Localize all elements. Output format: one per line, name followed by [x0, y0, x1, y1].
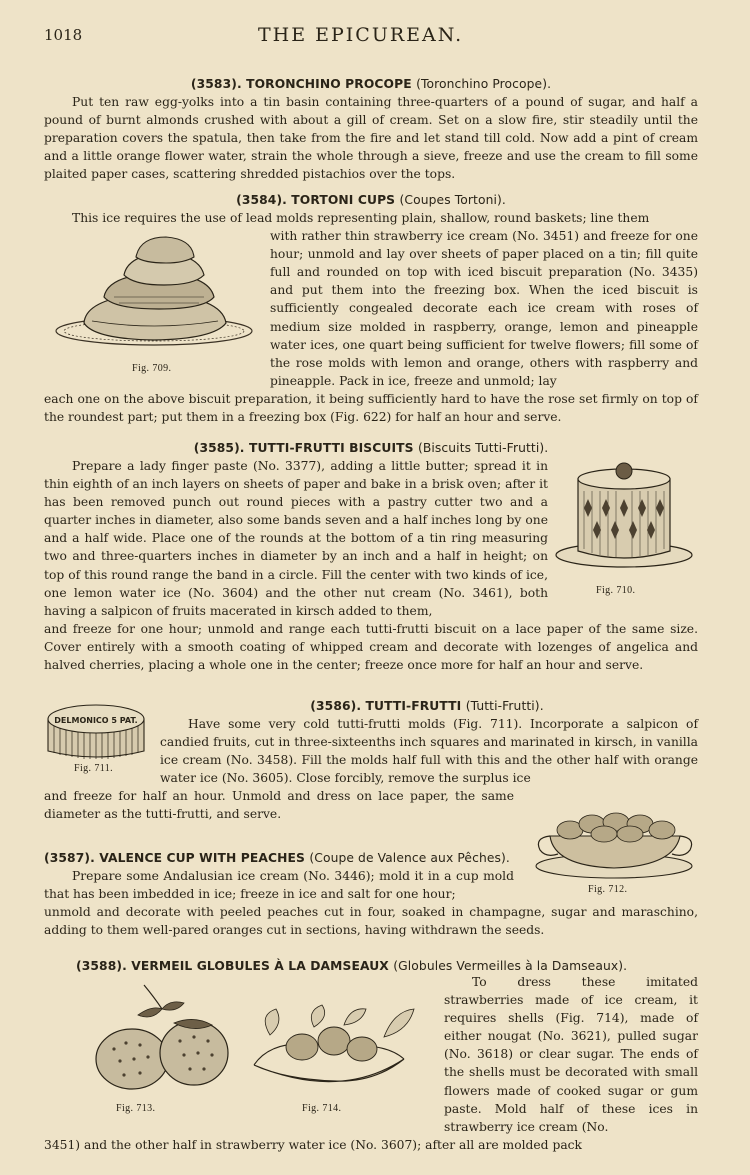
recipe-title [44, 193, 698, 207]
recipe-title-main: (3586). TUTTI-FRUTTI [310, 699, 462, 713]
strawberries-drawing [96, 985, 228, 1089]
figure-row [44, 227, 698, 390]
recipe-title [44, 851, 698, 865]
figure-caption-713: Fig. 713. [116, 1103, 156, 1114]
mold-lettering: DELMONICO 5 PAT. [54, 716, 138, 725]
recipe-title-main: (3585). TUTTI-FRUTTI BISCUITS [193, 441, 414, 455]
figure-711 [44, 699, 160, 773]
figure-caption-714: Fig. 714. [302, 1103, 342, 1114]
tutti-frutti-mold-illustration [44, 699, 148, 765]
recipe-3584 [44, 188, 698, 426]
recipe-text-side: Prepare some Andalusian ice cream (No. 3446); mold it in a cup mold that has been imbedded in ice; freeze in ice and salt for one hour; [44, 869, 514, 902]
figure-caption: Fig. 709. [132, 363, 172, 375]
recipe-title-sub: (Biscuits Tutti-Frutti). [417, 441, 549, 455]
running-head [44, 24, 700, 48]
tortoni-cup-illustration [44, 227, 254, 357]
recipe-3583 [44, 72, 698, 183]
recipe-title-sub: (Tutti-Frutti). [465, 699, 544, 713]
strawberries-and-shell-illustration [44, 975, 444, 1099]
recipe-text: Put ten raw egg-yolks into a tin basin containing three-quarters of a pound of sugar, and half a pound of burnt almonds crushed with about a gill of cream. Set on a slow fire, stir steadily until the preparation covers the spatula, then take from the fire and let stand till cold. Now add a pint of cream and a little orange flower water, strain the whole through a sieve, freeze and use the cream to fill some plaited paper cases, scattering shredded pistachios over the tops. [44, 95, 698, 182]
recipe-text-rest: and freeze for half an hour. Unmold and dress on lace paper, the same diameter as the tutti-frutti, and serve. [44, 789, 514, 822]
journal-title: THE EPICUREAN. [258, 24, 464, 46]
figure-caption: Fig. 711. [74, 763, 114, 774]
recipe-text-side: with rather thin strawberry ice cream (No. 3451) and freeze for one hour; unmold and lay over sheets of paper placed on a tin; fill quite full and rounded on top with iced biscuit preparation (No. 3435) and put them into the freezing box. When the iced biscuit is sufficiently congealed decorate each ice cream with roses of medium size molded in raspberry, orange, lemon and pineapple water ices, one quart being sufficient for twelve flowers; fill some of the rose molds with lemon and orange, others with raspberry and pineapple. Pack in ice, freeze and unmold; lay [270, 229, 698, 388]
figure-caption: Fig. 710. [596, 585, 636, 596]
figure-710 [548, 457, 698, 607]
recipe-title [44, 77, 698, 91]
recipe-3585 [44, 436, 698, 674]
recipe-text-lead: This ice requires the use of lead molds representing plain, shallow, round baskets; line them [72, 211, 650, 225]
recipe-3588 [44, 954, 698, 1154]
recipe-title-main: (3584). TORTONI CUPS [236, 193, 396, 207]
shell-drawing [254, 1005, 414, 1082]
recipe-title-sub: (Coupe de Valence aux Pêches). [309, 851, 510, 865]
recipe-title [44, 959, 698, 973]
recipe-title-main: (3583). TORONCHINO PROCOPE [190, 77, 412, 91]
recipe-title-sub: (Globules Vermeilles à la Damseaux). [393, 959, 628, 973]
text-wrap [44, 867, 514, 903]
recipe-text-side: Have some very cold tutti-frutti molds (Fig. 711). Incorporate a salpicon of candied fruits, cut in three-sixteenths inch squares and marinated in kirsch, in vanilla ice cream (No. 3458). Fill the molds half full with this and the other half with orange water ice (No. 3605). Close forcibly, remove the surplus ice [160, 717, 698, 786]
tutti-frutti-biscuit-illustration [548, 457, 694, 585]
recipe-title-main: (3588). VERMEIL GLOBULES À LA DAMSEAUX [76, 959, 389, 973]
figure-caption: Fig. 712. [588, 884, 628, 895]
recipe-text-rest: each one on the above biscuit preparation, it being sufficiently hard to have the rose set firmly on top of the roundest part; put them in a freezing box (Fig. 622) for half an hour and serve. [44, 391, 698, 425]
text-wrap [44, 787, 514, 823]
recipe-title [44, 441, 698, 455]
figure-row [44, 457, 698, 620]
recipe-text-rest: and freeze for one hour; unmold and range each tutti-frutti biscuit on a lace paper of the same size. Cover entirely with a smooth coating of whipped cream and decorate with lozenges of angelica and halved cherries, placing a whole one in the center; freeze once more for half an hour and serve. [44, 621, 698, 673]
recipe-title-main: (3587). VALENCE CUP WITH PEACHES [44, 851, 305, 865]
recipe-3587 [44, 846, 698, 939]
figure-row [44, 975, 698, 1136]
figure-709 [44, 227, 270, 389]
recipe-text-side: To dress these imitated strawberries made of ice cream, it requires shells (Fig. 714), made of either nougat (No. 3621), pulled sugar (No. 3618) or clear sugar. The ends of the shells must be decorated with small flowers made of cooked sugar or gum paste. Mold half of these ices in strawberry ice cream (No. [444, 975, 698, 1134]
page-number: 1018 [44, 26, 83, 44]
recipe-title-sub: (Coupes Tortoni). [399, 193, 506, 207]
recipe-text-rest: unmold and decorate with peeled peaches cut in four, soaked in champagne, sugar and maraschino, adding to them well-pared oranges cut in sections, having withdrawn the seeds. [44, 905, 698, 938]
recipe-title-sub: (Toronchino Procope). [416, 77, 552, 91]
figure-row [44, 715, 698, 787]
figure-713-714 [44, 975, 444, 1119]
recipe-text-side: Prepare a lady finger paste (No. 3377), adding a little butter; spread it in thin eighth of an inch layers on sheets of paper and bake in a brisk oven; after it has been removed punch out round pieces with a pastry cutter two and a quarter inches in diameter, also some bands seven and a half inches long by one and a half wide. Place one of the rounds at the bottom of a tin ring measuring two and three-quarters inches in diameter by an inch and a half in height; on top of this round range the band in a circle. Fill the center with two kinds of ice, one lemon water ice (No. 3604) and the other nut cream (No. 3461), both having a salpicon of fruits macerated in kirsch added to them, [44, 459, 548, 618]
recipe-text-rest: 3451) and the other half in strawberry water ice (No. 3607); after all are molded pack [44, 1137, 582, 1152]
